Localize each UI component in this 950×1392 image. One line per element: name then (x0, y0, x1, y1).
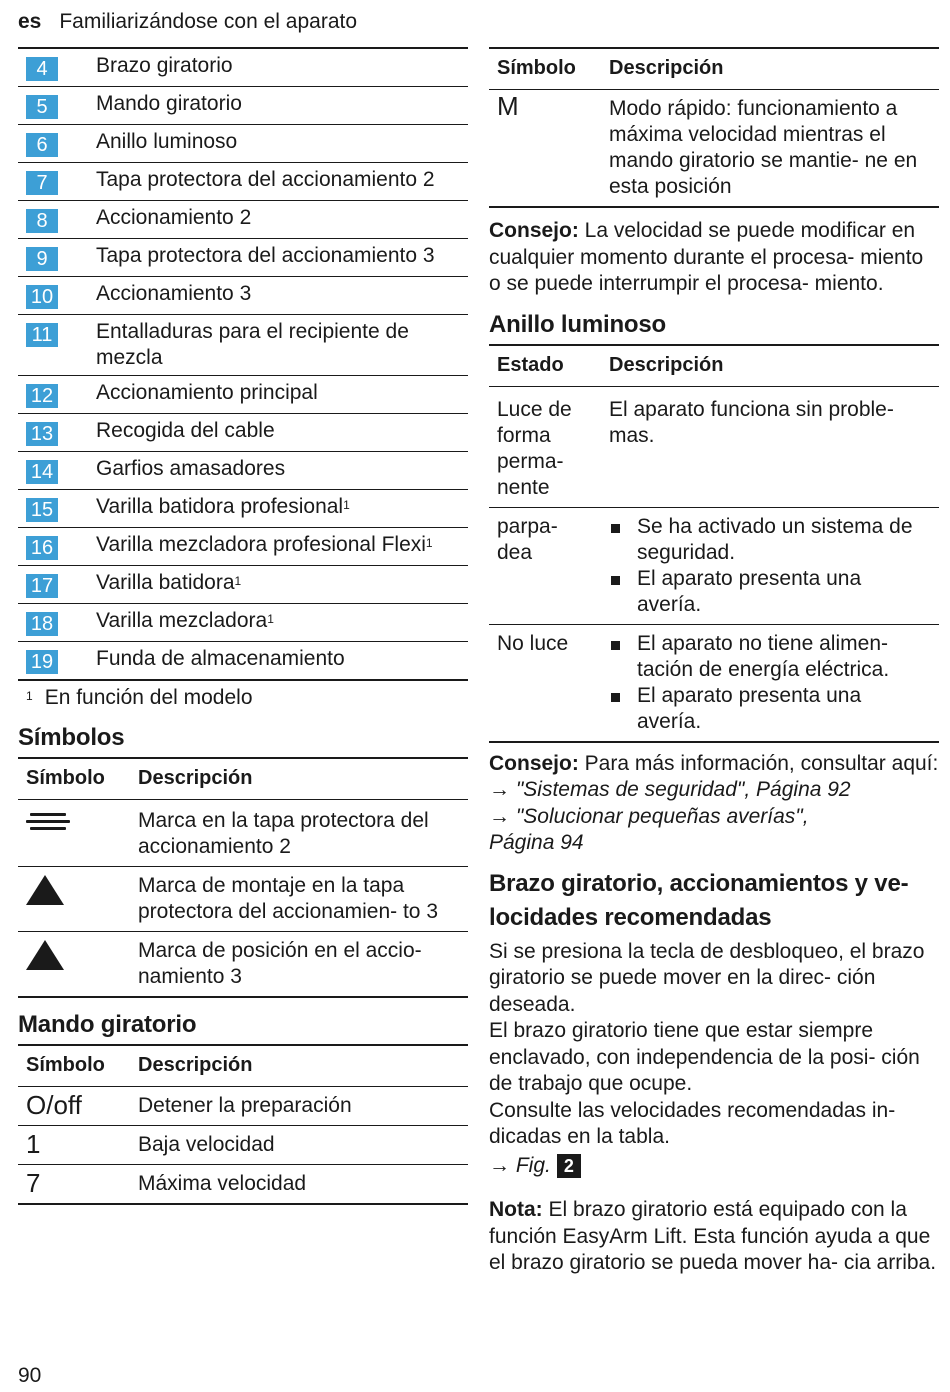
part-label (96, 380, 468, 409)
col-header-state: Estado (489, 345, 601, 387)
dial-symbol: 1 (18, 1126, 130, 1165)
mando-heading: Mando giratorio (18, 1011, 197, 1038)
part-number-cell (18, 532, 96, 561)
part-number-cell (18, 53, 96, 82)
table-row (18, 565, 468, 603)
symbol-description: Marca de montaje en la tapa protectora del accionamien- to 3 (130, 867, 468, 932)
table-row (18, 1087, 468, 1126)
list-item: El aparato no tiene alimen- tación de energía eléctrica. (609, 631, 931, 683)
part-label-text: Accionamiento 3 (96, 282, 252, 305)
xref-link-troubleshooting[interactable]: → "Solucionar pequeñas averías", (489, 804, 809, 828)
footnote-reference: 1 (234, 574, 242, 588)
footnote-reference: 1 (343, 498, 350, 512)
part-number-badge: 19 (26, 650, 58, 674)
part-label-text: Mando giratorio (96, 92, 242, 115)
col-header-symbol: Símbolo (489, 48, 601, 90)
triangle-mark-icon (26, 940, 64, 970)
part-number-cell (18, 456, 96, 485)
three-lines-mark-icon (26, 812, 70, 834)
mando-table (18, 1044, 468, 1205)
col-header-symbol: Símbolo (18, 758, 130, 800)
part-number-badge: 6 (26, 133, 58, 157)
table-row (18, 867, 468, 932)
list-item: El aparato presenta una avería. (609, 683, 931, 735)
note-label: Nota: (489, 1198, 543, 1221)
part-number-badge: 17 (26, 574, 58, 598)
symbol-description: Máxima velocidad (130, 1165, 468, 1205)
symbol-description: Baja velocidad (130, 1126, 468, 1165)
symbol-description: Marca de posición en el accio- namiento 3 (130, 932, 468, 998)
xref-link-safety[interactable]: → "Sistemas de seguridad", Página 92 (489, 778, 851, 801)
part-label (96, 167, 468, 196)
ring-state: No luce (489, 624, 601, 742)
table-row (18, 1165, 468, 1205)
part-label-text: Recogida del cable (96, 419, 275, 442)
table-row (18, 314, 468, 375)
part-number-cell (18, 494, 96, 523)
list-item: El aparato presenta una avería. (609, 566, 931, 618)
part-label (96, 456, 468, 485)
page-header (18, 8, 357, 36)
anillo-heading: Anillo luminoso (489, 310, 666, 338)
part-label (96, 646, 468, 675)
part-number-cell (18, 418, 96, 447)
table-row (18, 603, 468, 641)
ring-description-list (609, 631, 931, 735)
part-label-text: Garfios amasadores (96, 457, 286, 480)
symbol-description: Marca en la tapa protectora del accionamiento 2 (130, 800, 468, 867)
table-row (18, 451, 468, 489)
table-row (18, 86, 468, 124)
part-label-text: Varilla mezcladora profesional Flexi (96, 533, 426, 556)
part-number-cell (18, 91, 96, 120)
part-number-cell (18, 129, 96, 158)
tip-label: Consejo: (489, 219, 579, 242)
part-label (96, 205, 468, 234)
anillo-table (489, 344, 939, 743)
list-item: Se ha activado un sistema de seguridad. (609, 514, 931, 566)
part-label (96, 243, 468, 272)
table-row (18, 800, 468, 867)
part-number-cell (18, 380, 96, 409)
part-label-text: Anillo luminoso (96, 130, 238, 153)
figure-reference-label: → Fig. (489, 1153, 551, 1177)
table-row (18, 238, 468, 276)
dial-symbol: O/off (18, 1087, 130, 1126)
left-column (18, 47, 468, 1205)
part-number-badge: 4 (26, 57, 58, 81)
part-label (96, 494, 468, 523)
table-row (18, 162, 468, 200)
footnote-text: En función del modelo (44, 686, 253, 709)
figure-number-badge: 2 (557, 1154, 581, 1178)
table-row (18, 200, 468, 238)
part-number-cell (18, 167, 96, 196)
ring-description-list (609, 514, 931, 618)
part-number-cell (18, 570, 96, 599)
part-number-badge: 13 (26, 422, 58, 446)
simbolos-table (18, 757, 468, 998)
footnote-reference: 1 (267, 612, 274, 626)
table-row (489, 386, 939, 507)
footnote-reference: 1 (425, 536, 433, 550)
part-label (96, 281, 468, 310)
part-label-text: Funda de almacenamiento (96, 647, 345, 670)
table-row (18, 413, 468, 451)
part-label (96, 91, 468, 120)
symbol-description: Detener la preparación (130, 1087, 468, 1126)
col-header-symbol: Símbolo (18, 1045, 130, 1087)
brazo-paragraph: Consulte las velocidades recomendadas in- dicadas en la tabla. (489, 1098, 896, 1148)
part-label-text: Varilla batidora profesional (96, 495, 344, 518)
xref-link-page[interactable]: Página 94 (489, 831, 584, 854)
table-row (18, 527, 468, 565)
part-number-cell (18, 646, 96, 675)
ring-state: Luce de forma perma- nente (489, 386, 601, 507)
page-number: 90 (18, 1364, 42, 1387)
simbolos-heading: Símbolos (18, 724, 125, 751)
ring-state: parpa- dea (489, 507, 601, 624)
brazo-heading: Brazo giratorio, accionamientos y ve- locidades recomendadas (489, 869, 909, 931)
part-number-badge: 11 (26, 323, 58, 347)
table-row (18, 276, 468, 314)
part-label-text: Accionamiento 2 (96, 206, 252, 229)
note-text: El brazo giratorio está equipado con la función EasyArm Lift. Esta función ayuda a que el brazo giratorio se pueda mover ha- cia arriba. (489, 1198, 937, 1274)
table-row (18, 47, 468, 86)
table-row (489, 507, 939, 624)
part-label (96, 532, 468, 561)
brazo-paragraph: Si se presiona la tecla de desbloqueo, el brazo giratorio se puede mover en la direc- ción deseada. (489, 939, 925, 1016)
tip-text: Para más información, consultar aquí: (578, 751, 939, 775)
part-label (96, 570, 468, 599)
parts-table (18, 47, 468, 681)
part-number-badge: 9 (26, 247, 58, 271)
language-code: es (18, 10, 42, 33)
part-label (96, 129, 468, 158)
part-number-badge: 18 (26, 612, 58, 636)
part-number-cell (18, 608, 96, 637)
part-number-cell (18, 319, 96, 371)
part-label-text: Tapa protectora del accionamiento 3 (96, 244, 435, 267)
col-header-description: Descripción (601, 345, 939, 387)
part-label-text: Varilla mezcladora (96, 609, 268, 632)
part-label (96, 608, 468, 637)
col-header-description: Descripción (130, 1045, 468, 1087)
tip-text: La velocidad se puede modificar en cualquier momento durante el procesa- miento o se puede interrumpir el procesa- miento. (489, 219, 924, 295)
part-number-badge: 14 (26, 460, 58, 484)
triangle-mark-icon (26, 875, 64, 905)
table-row (18, 641, 468, 679)
part-label (96, 53, 468, 82)
figure-reference[interactable] (489, 1153, 939, 1180)
part-label-text: Brazo giratorio (96, 54, 233, 77)
part-number-cell (18, 281, 96, 310)
part-number-badge: 10 (26, 285, 58, 309)
part-number-badge: 8 (26, 209, 58, 233)
part-number-badge: 5 (26, 95, 58, 119)
ring-description: El aparato funciona sin proble- mas. (601, 386, 939, 507)
right-column (489, 47, 939, 1277)
brazo-paragraph: El brazo giratorio tiene que estar siempre enclavado, con independencia de la posi- ción de trabajo que ocupe. (489, 1019, 920, 1095)
dial-symbol: M (489, 90, 601, 208)
part-number-badge: 7 (26, 171, 58, 195)
part-number-cell (18, 205, 96, 234)
tip-label: Consejo: (489, 751, 579, 775)
table-row (18, 1126, 468, 1165)
table-row (18, 375, 468, 413)
table-row (489, 624, 939, 742)
table-row (18, 932, 468, 998)
part-number-badge: 12 (26, 384, 58, 408)
quick-mode-table (489, 47, 939, 208)
part-label-text: Accionamiento principal (96, 381, 318, 404)
footnote-mark: 1 (26, 689, 33, 703)
footnote (18, 681, 468, 711)
table-row (489, 90, 939, 208)
part-number-badge: 15 (26, 498, 58, 522)
col-header-description: Descripción (601, 48, 939, 90)
part-label-text: Tapa protectora del accionamiento 2 (96, 168, 435, 191)
part-number-badge: 16 (26, 536, 58, 560)
note-paragraph (489, 1197, 939, 1277)
table-row (18, 124, 468, 162)
tip-speed (489, 218, 939, 298)
col-header-description: Descripción (130, 758, 468, 800)
part-label (96, 418, 468, 447)
dial-symbol: 7 (18, 1165, 130, 1205)
part-label-text: Varilla batidora (96, 571, 235, 594)
part-number-cell (18, 243, 96, 272)
part-label-text: Entalladuras para el recipiente de mezcla (96, 320, 409, 369)
tip-more-info (489, 751, 939, 857)
symbol-description: Modo rápido: funcionamiento a máxima velocidad mientras el mando giratorio se mantie- ne en esta posición (601, 90, 939, 208)
table-row (18, 489, 468, 527)
part-label (96, 319, 468, 371)
chapter-title: Familiarizándose con el aparato (59, 10, 358, 33)
